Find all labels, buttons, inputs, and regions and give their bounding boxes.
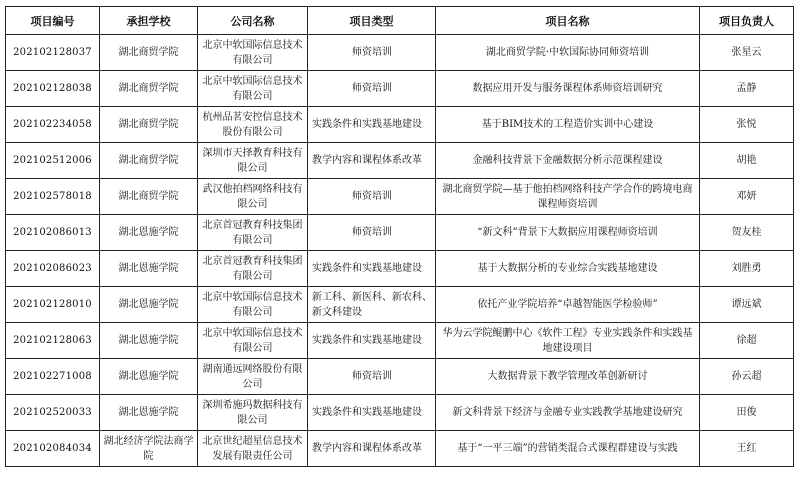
cell-project-id: 202102578018 [6,179,100,215]
cell-company: 深圳希施玛数据科技有限公司 [198,395,308,431]
cell-project-id: 202102128063 [6,323,100,359]
cell-school: 湖北商贸学院 [100,107,198,143]
cell-project-type: 实践条件和实践基地建设 [308,323,436,359]
cell-company: 武汉他拍档网络科技有限公司 [198,179,308,215]
cell-project-type: 实践条件和实践基地建设 [308,395,436,431]
cell-leader: 张星云 [700,35,794,71]
cell-project-id: 202102128038 [6,71,100,107]
table-row [6,35,794,71]
cell-project-name: 金融科技背景下金融数据分析示范课程建设 [436,143,700,179]
cell-project-id: 202102234058 [6,107,100,143]
table-row [6,395,794,431]
cell-project-type: 实践条件和实践基地建设 [308,251,436,287]
table-header-row [6,7,794,35]
cell-project-id: 202102271008 [6,359,100,395]
header-project-type: 项目类型 [308,7,436,35]
cell-project-name: 湖北商贸学院·中软国际协同师资培训 [436,35,700,71]
table-row [6,251,794,287]
cell-project-type: 新工科、新医科、新农科、新文科建设 [308,287,436,323]
header-company: 公司名称 [198,7,308,35]
cell-school: 湖北恩施学院 [100,359,198,395]
cell-company: 湖南通远网络股份有限公司 [198,359,308,395]
cell-school: 湖北恩施学院 [100,395,198,431]
cell-project-type: 师资培训 [308,35,436,71]
cell-project-type: 教学内容和课程体系改革 [308,143,436,179]
cell-leader: 胡艳 [700,143,794,179]
cell-school: 湖北商贸学院 [100,71,198,107]
cell-project-name: 基于大数据分析的专业综合实践基地建设 [436,251,700,287]
table-row [6,215,794,251]
cell-project-name: 华为云学院鲲鹏中心《软件工程》专业实践条件和实践基地建设项目 [436,323,700,359]
header-school: 承担学校 [100,7,198,35]
cell-project-id: 202102512006 [6,143,100,179]
cell-project-type: 师资培训 [308,215,436,251]
cell-company: 北京首冠教育科技集团有限公司 [198,251,308,287]
cell-project-name: 基于“一平三端”的营销类混合式课程群建设与实践 [436,431,700,467]
table-row [6,143,794,179]
cell-school: 湖北商贸学院 [100,179,198,215]
cell-leader: 王红 [700,431,794,467]
cell-company: 北京中软国际信息技术有限公司 [198,323,308,359]
cell-school: 湖北商贸学院 [100,143,198,179]
cell-leader: 徐超 [700,323,794,359]
cell-leader: 孙云超 [700,359,794,395]
header-leader: 项目负责人 [700,7,794,35]
cell-leader: 张悦 [700,107,794,143]
table-row [6,431,794,467]
cell-project-id: 202102128010 [6,287,100,323]
cell-school: 湖北商贸学院 [100,35,198,71]
cell-project-type: 师资培训 [308,359,436,395]
cell-school: 湖北经济学院法商学院 [100,431,198,467]
cell-company: 北京中软国际信息技术有限公司 [198,287,308,323]
cell-leader: 刘胜勇 [700,251,794,287]
cell-leader: 孟静 [700,71,794,107]
project-table-container [5,6,794,467]
cell-company: 深圳市天择教育科技有限公司 [198,143,308,179]
cell-project-name: 新文科背景下经济与金融专业实践教学基地建设研究 [436,395,700,431]
table-row [6,179,794,215]
cell-school: 湖北恩施学院 [100,251,198,287]
table-row [6,287,794,323]
cell-project-name: 依托产业学院培养“卓越智能医学检验师” [436,287,700,323]
cell-company: 北京中软国际信息技术有限公司 [198,35,308,71]
table-row [6,71,794,107]
project-table [5,6,794,467]
cell-project-type: 师资培训 [308,71,436,107]
cell-project-type: 教学内容和课程体系改革 [308,431,436,467]
cell-project-name: 基于BIM技术的工程造价实训中心建设 [436,107,700,143]
cell-project-name: 数据应用开发与服务课程体系师资培训研究 [436,71,700,107]
cell-company: 杭州品茗安控信息技术股份有限公司 [198,107,308,143]
cell-company: 北京世纪超星信息技术发展有限责任公司 [198,431,308,467]
cell-project-id: 202102086013 [6,215,100,251]
cell-project-id: 202102520033 [6,395,100,431]
cell-leader: 田俊 [700,395,794,431]
header-project-id: 项目编号 [6,7,100,35]
cell-school: 湖北恩施学院 [100,323,198,359]
cell-school: 湖北恩施学院 [100,215,198,251]
header-project-name: 项目名称 [436,7,700,35]
cell-project-id: 202102086023 [6,251,100,287]
cell-project-name: 湖北商贸学院—基于他拍档网络科技产学合作的跨境电商课程师资培训 [436,179,700,215]
cell-company: 北京首冠教育科技集团有限公司 [198,215,308,251]
cell-leader: 谭远斌 [700,287,794,323]
cell-project-type: 师资培训 [308,179,436,215]
cell-project-id: 202102084034 [6,431,100,467]
cell-leader: 贺友桂 [700,215,794,251]
table-row [6,107,794,143]
cell-company: 北京中软国际信息技术有限公司 [198,71,308,107]
cell-leader: 邓妍 [700,179,794,215]
cell-project-id: 202102128037 [6,35,100,71]
table-row [6,323,794,359]
cell-school: 湖北恩施学院 [100,287,198,323]
table-row [6,359,794,395]
cell-project-name: “新文科”背景下大数据应用课程师资培训 [436,215,700,251]
cell-project-name: 大数据背景下教学管理改革创新研讨 [436,359,700,395]
cell-project-type: 实践条件和实践基地建设 [308,107,436,143]
